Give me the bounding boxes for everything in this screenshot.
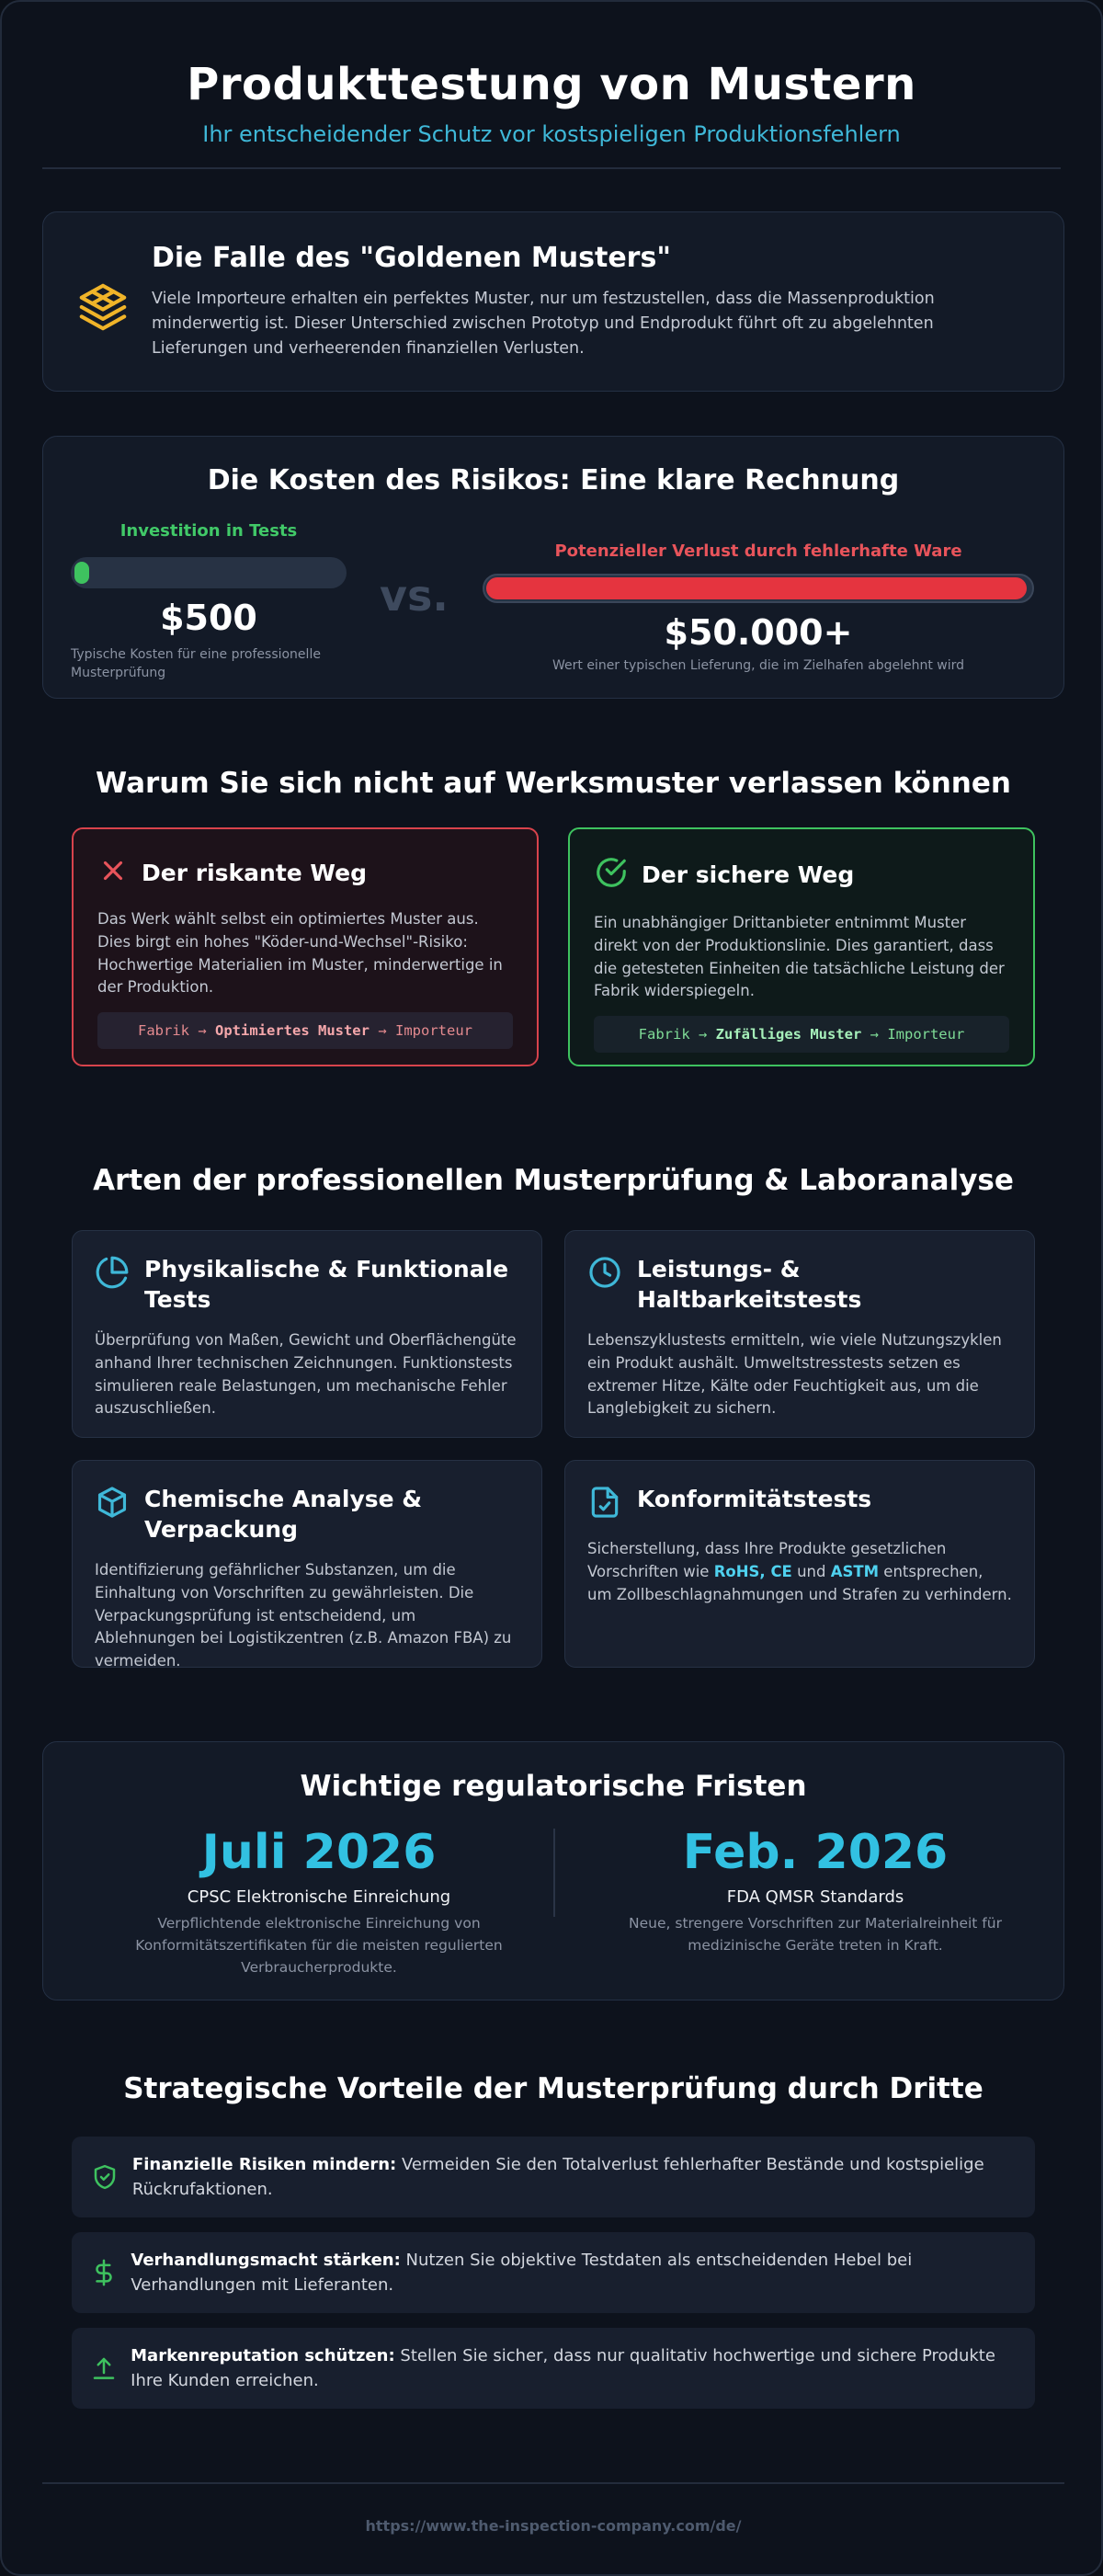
golden-sample-card: [42, 211, 1064, 392]
page-subtitle: Ihr entscheidender Schutz vor kostspieligen Produktionsfehlern: [202, 121, 901, 147]
loss-block: [483, 541, 1034, 673]
benefit-item: [72, 2328, 1035, 2409]
flow-sample: Zufälliges Muster: [715, 1026, 862, 1043]
upload-arrow-icon: [90, 2354, 118, 2382]
test-type-title: Physikalische & Funktionale Tests: [144, 1256, 509, 1313]
divider: [553, 1829, 555, 1917]
deadline-item: [595, 1825, 1036, 1956]
deadline-name: FDA QMSR Standards: [726, 1887, 904, 1907]
text-part: Sicherstellung, dass Ihre Produkte gesetzlichen Vorschriften wie: [587, 1540, 947, 1580]
footer: [42, 2482, 1064, 2569]
safe-flow: [594, 1016, 1009, 1053]
benefit-desc: Nutzen Sie objektive Testdaten als entscheidenden Hebel bei Verhandlungen mit Lieferanten.: [131, 2251, 913, 2295]
test-type-card: [72, 1230, 542, 1438]
benefit-heading: Verhandlungsmacht stärken:: [131, 2251, 401, 2270]
investment-label: Investition in Tests: [119, 521, 298, 541]
deadline-name: CPSC Elektronische Einreichung: [187, 1887, 451, 1907]
text-part: entsprechen, um Zollbeschlagnahmungen und Strafen zu verhindern.: [587, 1562, 1012, 1603]
risky-way-title: Der riskante Weg: [142, 859, 367, 886]
check-circle-icon: [594, 855, 629, 894]
benefit-item: [72, 2137, 1035, 2217]
test-type-text: [587, 1538, 1012, 1606]
cost-comparison-card: [42, 436, 1064, 699]
file-check-icon: [587, 1485, 622, 1523]
cost-comparison-title: Die Kosten des Risikos: Eine klare Rechnung: [207, 464, 900, 496]
clock-icon: [587, 1255, 622, 1294]
investment-bar-fill: [74, 562, 89, 584]
test-type-card: [72, 1460, 542, 1668]
golden-sample-title: Die Falle des "Goldenen Musters": [152, 242, 671, 274]
shield-check-icon: [90, 2163, 119, 2191]
investment-block: [71, 521, 347, 683]
flow-sample: Optimiertes Muster: [215, 1022, 370, 1039]
safe-way-card: [568, 827, 1035, 1066]
vs-label: vs.: [380, 571, 449, 621]
flow-start: Fabrik →: [138, 1022, 207, 1039]
pie-chart-icon: [95, 1255, 130, 1294]
dollar-icon: [90, 2257, 118, 2288]
test-type-card: [564, 1460, 1035, 1668]
page-title: Produkttestung von Mustern: [187, 59, 916, 110]
cube-icon: [95, 1485, 130, 1523]
footer-link[interactable]: https://www.the-inspection-company.com/de/: [365, 2517, 742, 2535]
loss-value: $50.000+: [664, 612, 853, 653]
test-types-title: Arten der professionellen Musterprüfung & Laboranalyse: [93, 1164, 1014, 1197]
deadline-date: Juli 2026: [201, 1825, 437, 1880]
why-section-title: Warum Sie sich nicht auf Werksmuster verlassen können: [96, 767, 1011, 800]
deadline-item: [98, 1825, 540, 1978]
loss-note: Wert einer typischen Lieferung, die im Zielhafen abgelehnt wird: [552, 658, 965, 673]
golden-sample-text: Viele Importeure erhalten ein perfektes Muster, nur um festzustellen, dass die Massenproduktion minderwertig ist. Dieser Unterschied zwischen Prototyp und Endprodukt führt oft zu abgelehnten Lieferungen und verheerenden finanziellen Verlusten.: [152, 290, 935, 359]
flow-start: Fabrik →: [638, 1026, 708, 1043]
test-type-text: Identifizierung gefährlicher Substanzen, um die Einhaltung von Vorschriften zu gewährleisten. Die Verpackungsprüfung ist entscheidend, um Ablehnungen bei Logistikzentren (z.B. Amazon FBA) zu vermeiden.: [95, 1561, 512, 1670]
test-type-text: Überprüfung von Maßen, Gewicht und Oberflächengüte anhand Ihrer technischen Zeichnungen. Funktionstests simulieren reale Belastungen, um mechanische Fehler auszuschließen.: [95, 1331, 517, 1418]
benefit-text: [131, 2248, 1017, 2297]
benefit-heading: Markenreputation schützen:: [131, 2346, 395, 2365]
investment-value: $500: [160, 598, 257, 638]
investment-note: Typische Kosten für eine professionelle Musterprüfung: [71, 647, 321, 681]
text-part: und: [791, 1562, 831, 1580]
benefit-desc: Vermeiden Sie den Totalverlust fehlerhafter Bestände und kostspielige Rückrufaktionen.: [131, 2155, 984, 2199]
test-type-card: [564, 1230, 1035, 1438]
safe-way-title: Der sichere Weg: [642, 861, 855, 888]
loss-bar: [483, 574, 1034, 603]
benefit-text: [132, 2152, 1017, 2202]
header: [42, 2, 1061, 169]
deadline-desc: Neue, strengere Vorschriften zur Materialreinheit für medizinische Geräte treten in Kraft.: [629, 1915, 1002, 1955]
benefit-text: [131, 2343, 1017, 2393]
deadlines-card: [42, 1741, 1064, 2000]
test-type-title: Leistungs- & Haltbarkeitstests: [637, 1256, 862, 1313]
risky-way-card: [72, 827, 539, 1066]
test-type-title: Konformitätstests: [637, 1486, 872, 1512]
loss-label: Potenzieller Verlust durch fehlerhafte Ware: [554, 541, 962, 561]
test-type-title: Chemische Analyse & Verpackung: [144, 1486, 423, 1543]
standard-highlight: RoHS, CE: [713, 1562, 792, 1580]
standard-highlight: ASTM: [830, 1562, 880, 1580]
risky-way-text: Das Werk wählt selbst ein optimiertes Muster aus. Dies birgt ein hohes "Köder-und-Wechsel"-Risiko: Hochwertige Materialien im Muster, minderwertige in der Produktion.: [97, 910, 503, 997]
deadline-desc: Verpflichtende elektronische Einreichung von Konformitätszertifikaten für die meisten regulierten Verbraucherprodukte.: [135, 1915, 503, 1977]
x-icon: [97, 855, 129, 890]
flow-end: → Importeur: [378, 1022, 472, 1039]
safe-way-text: Ein unabhängiger Drittanbieter entnimmt Muster direkt von der Produktionslinie. Dies garantiert, dass die getesteten Einheiten die tatsächliche Leistung der Fabrik widerspiegeln.: [594, 914, 1005, 1000]
investment-bar: [71, 557, 347, 588]
risky-flow: [97, 1012, 513, 1049]
flow-end: → Importeur: [870, 1026, 965, 1043]
deadlines-title: Wichtige regulatorische Fristen: [300, 1770, 807, 1803]
benefit-heading: Finanzielle Risiken mindern:: [131, 2155, 397, 2174]
benefit-desc: Stellen Sie sicher, dass nur qualitativ hochwertige und sichere Produkte Ihre Kunden erreichen.: [131, 2346, 995, 2390]
benefit-item: [72, 2232, 1035, 2313]
deadline-date: Feb. 2026: [682, 1825, 949, 1880]
test-type-text: Lebenszyklustests ermitteln, wie viele Nutzungszyklen ein Produkt aushält. Umweltstresstests setzen es extremer Hitze, Kälte oder Feuchtigkeit aus, um die Langlebigkeit zu sichern.: [587, 1331, 1002, 1418]
benefits-title: Strategische Vorteile der Musterprüfung durch Dritte: [123, 2072, 984, 2105]
layers-icon: [74, 279, 131, 361]
loss-bar-fill: [486, 577, 1027, 599]
